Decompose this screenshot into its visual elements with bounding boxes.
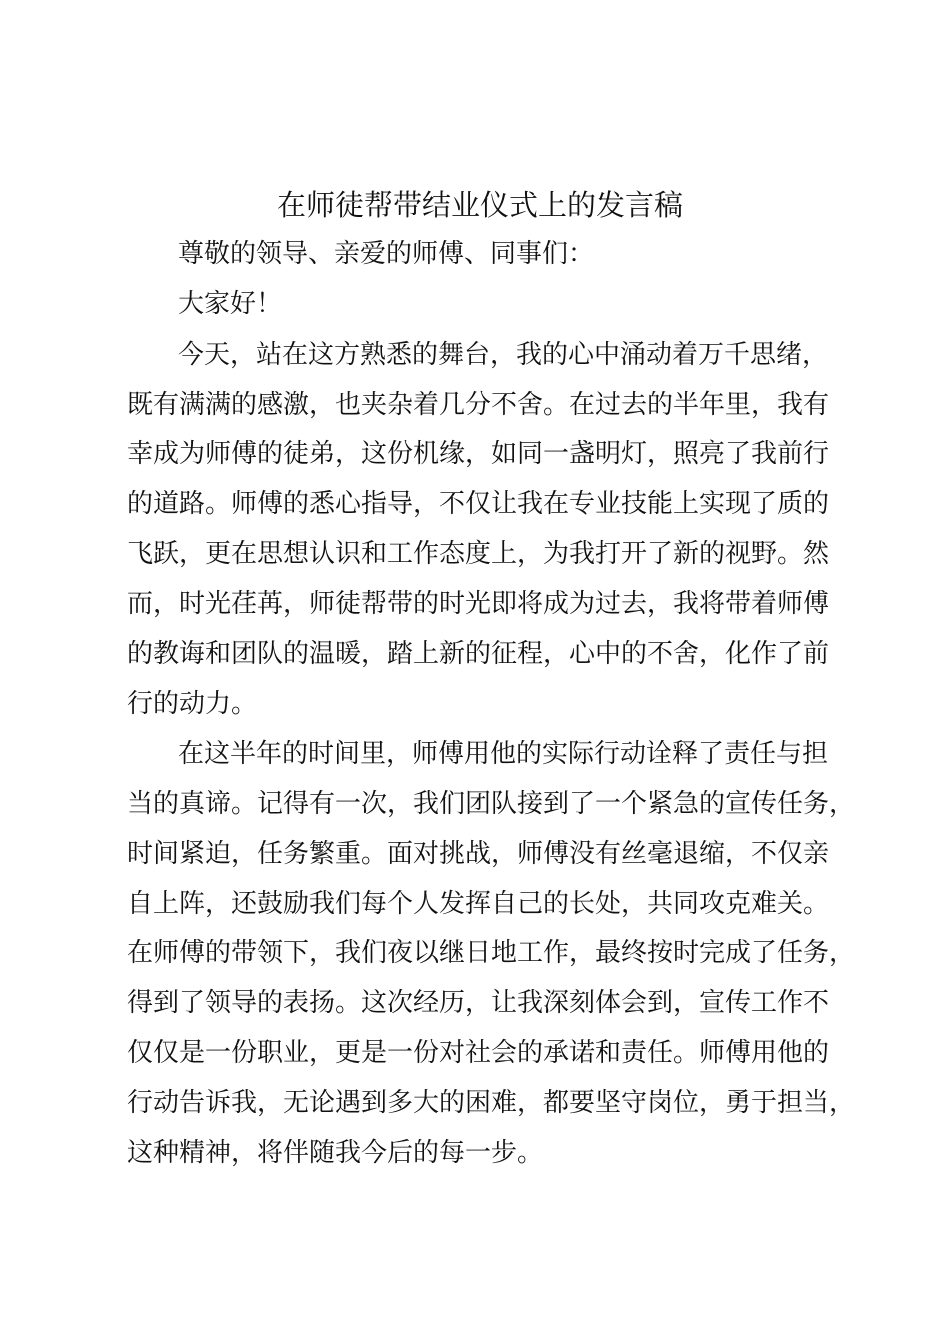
paragraph-1-line: 的教诲和团队的温暖，踏上新的征程，心中的不舍，化作了前 <box>127 639 830 669</box>
paragraph-2-line: 当的真谛。记得有一次，我们团队接到了一个紧急的宣传任务， <box>127 789 856 819</box>
paragraph-1-line: 既有满满的感激，也夹杂着几分不舍。在过去的半年里，我有 <box>127 390 830 420</box>
paragraph-2-line: 这种精神，将伴随我今后的每一步。 <box>127 1138 544 1168</box>
paragraph-2-line: 得到了领导的表扬。这次经历，让我深刻体会到，宣传工作不 <box>127 988 830 1018</box>
paragraph-2-line: 在这半年的时间里，师傅用他的实际行动诠释了责任与担 <box>178 739 829 769</box>
paragraph-1-line: 飞跃，更在思想认识和工作态度上，为我打开了新的视野。然 <box>127 539 830 569</box>
paragraph-2-line: 自上阵，还鼓励我们每个人发挥自己的长处，共同攻克难关。 <box>127 889 830 919</box>
salutation: 尊敬的领导、亲爱的师傅、同事们： <box>178 239 595 269</box>
paragraph-1-line: 幸成为师傅的徒弟，这份机缘，如同一盏明灯，照亮了我前行 <box>127 439 830 469</box>
paragraph-1-line: 而，时光荏苒，师徒帮带的时光即将成为过去，我将带着师傅 <box>127 589 830 619</box>
paragraph-1-line: 今天，站在这方熟悉的舞台，我的心中涌动着万千思绪， <box>178 340 829 370</box>
greeting: 大家好！ <box>178 289 283 319</box>
paragraph-1-line: 的道路。师傅的悉心指导，不仅让我在专业技能上实现了质的 <box>127 489 830 519</box>
paragraph-2-line: 行动告诉我，无论遇到多大的困难，都要坚守岗位，勇于担当， <box>127 1088 856 1118</box>
paragraph-2-line: 时间紧迫，任务繁重。面对挑战，师傅没有丝毫退缩，不仅亲 <box>127 839 830 869</box>
paragraph-1-line: 行的动力。 <box>127 689 258 719</box>
paragraph-2-line: 仅仅是一份职业，更是一份对社会的承诺和责任。师傅用他的 <box>127 1038 830 1068</box>
page-title: 在师徒帮带结业仪式上的发言稿 <box>276 188 683 222</box>
paragraph-2-line: 在师傅的带领下，我们夜以继日地工作，最终按时完成了任务， <box>127 938 856 968</box>
